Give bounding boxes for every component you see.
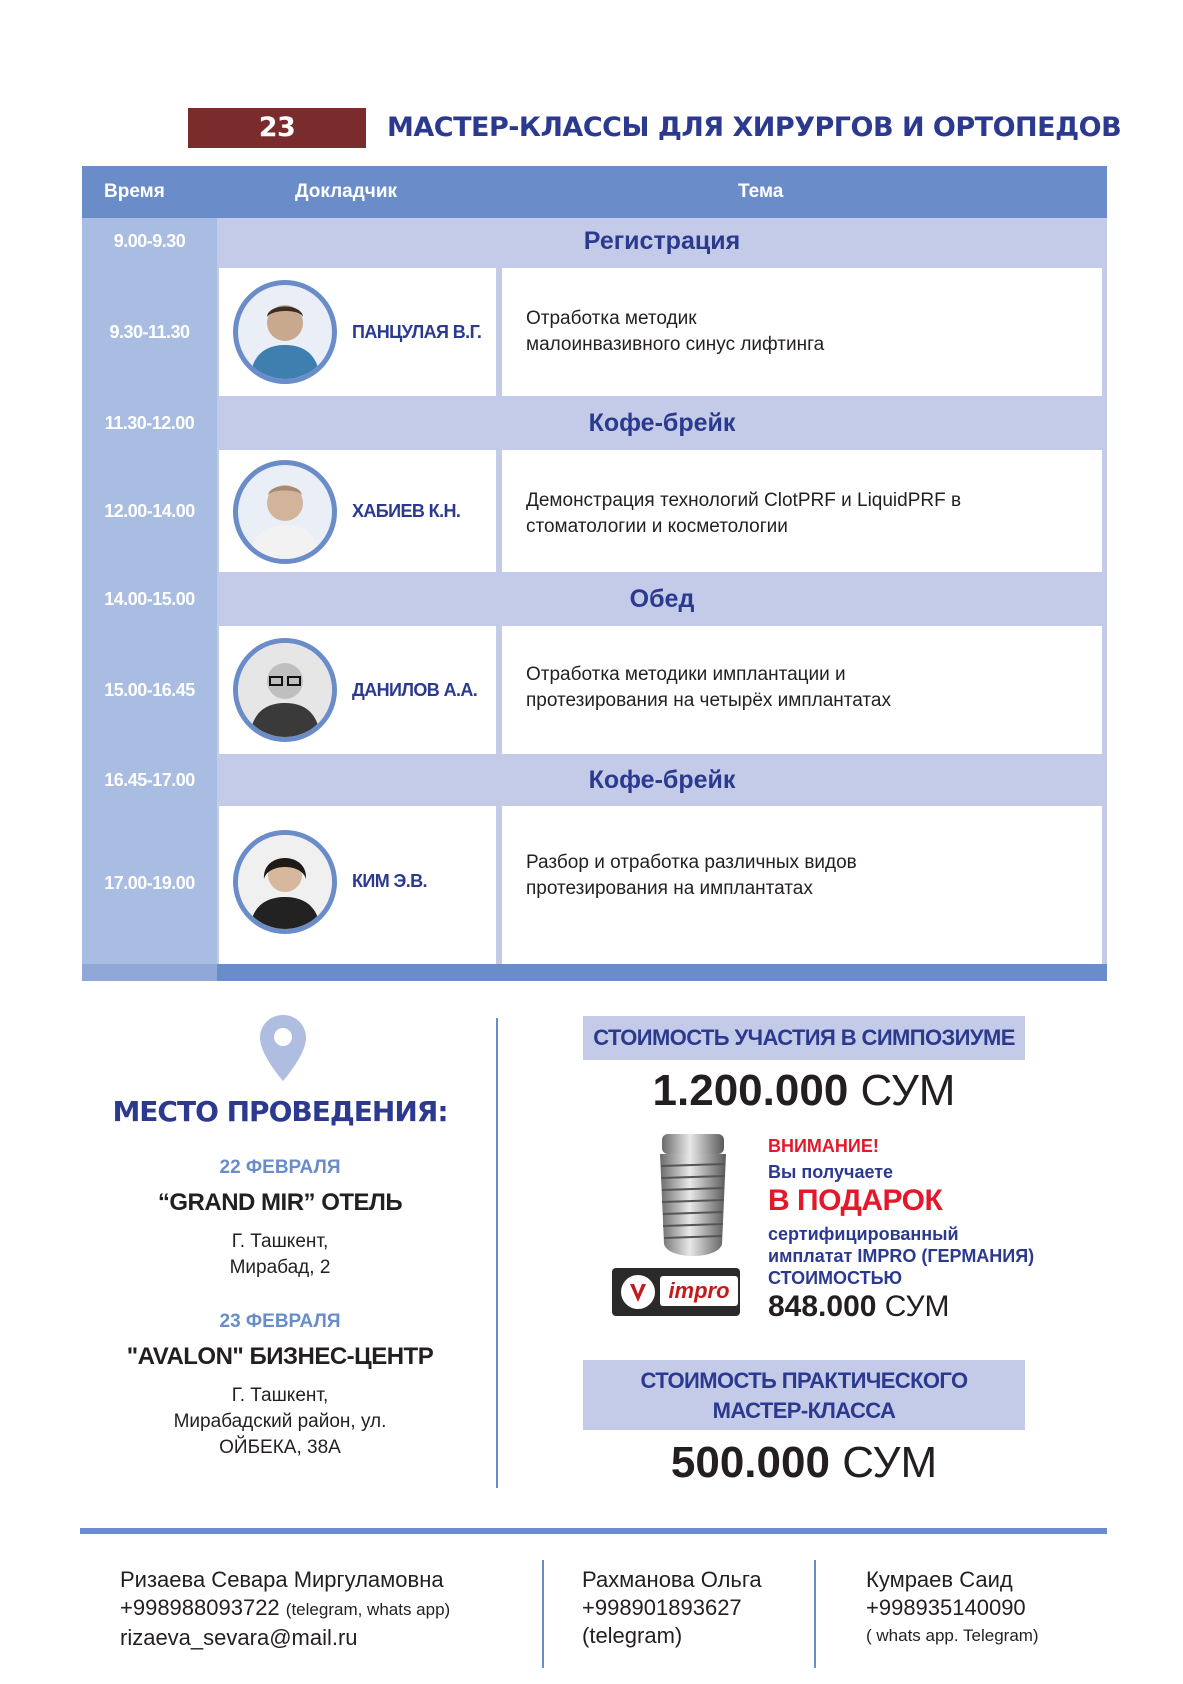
gift-text: СТОИМОСТЬЮ bbox=[768, 1268, 903, 1288]
topic-text: Демонстрация технологий ClotPRF и LiquidPRF в стоматологии и косметологии bbox=[526, 490, 962, 537]
symposium-price: 1.200.000 СУМ bbox=[652, 1066, 956, 1115]
impro-logo bbox=[612, 1268, 740, 1316]
time-label: 9.00-9.30 bbox=[113, 231, 186, 251]
speaker-photo bbox=[233, 280, 337, 384]
time-label: 16.45-17.00 bbox=[104, 770, 195, 790]
venue-date: 22 ФЕВРАЛЯ bbox=[219, 1157, 341, 1178]
footer-divider bbox=[80, 1528, 1107, 1534]
person-icon bbox=[238, 465, 332, 559]
person-icon bbox=[238, 835, 332, 929]
break-row bbox=[217, 218, 1107, 264]
masterclass-price-label: СТОИМОСТЬ ПРАКТИЧЕСКОГО МАСТЕР-КЛАССА bbox=[583, 1360, 1025, 1430]
time-label: 15.00-16.45 bbox=[104, 680, 195, 700]
speaker-name: ПАНЦУЛАЯ В.Г. bbox=[352, 322, 482, 342]
topic-cell bbox=[502, 806, 1102, 964]
impro-brand: impro bbox=[660, 1276, 738, 1306]
topic-text: Отработка методик малоинвазивного синус лифтинга bbox=[526, 308, 825, 355]
speaker-cell bbox=[219, 268, 496, 396]
table-bottom-bar-accent bbox=[82, 964, 217, 981]
time-label: 9.30-11.30 bbox=[109, 322, 190, 342]
venue-title: МЕСТО ПРОВЕДЕНИЯ: bbox=[112, 1095, 448, 1128]
break-row bbox=[217, 758, 1107, 802]
venue-address: Г. Ташкент, Мирабад, 2 bbox=[229, 1231, 331, 1278]
col-header-speaker: Докладчик bbox=[295, 181, 398, 202]
col-header-time: Время bbox=[104, 181, 165, 202]
break-label: Кофе-брейк bbox=[588, 409, 736, 437]
section-divider bbox=[496, 1018, 498, 1488]
contact-divider bbox=[814, 1560, 816, 1668]
time-label: 11.30-12.00 bbox=[104, 413, 195, 433]
contact-note: (telegram, whats app) bbox=[285, 1600, 451, 1619]
break-label: Регистрация bbox=[583, 227, 741, 255]
gift-price: 848.000 СУМ bbox=[768, 1290, 950, 1323]
contact-email[interactable]: rizaeva_sevara@mail.ru bbox=[120, 1625, 358, 1650]
page-title: МАСТЕР-КЛАССЫ ДЛЯ ХИРУРГОВ И ОРТОПЕДОВ bbox=[387, 112, 1122, 143]
masterclass-price: 500.000 СУМ bbox=[670, 1438, 938, 1487]
contact-phone[interactable]: +998988093722 (telegram, whats app) bbox=[120, 1595, 451, 1620]
impro-emblem-icon bbox=[620, 1274, 656, 1310]
speaker-photo bbox=[233, 638, 337, 742]
gift-highlight: В ПОДАРОК bbox=[768, 1184, 943, 1217]
topic-text: Разбор и отработка различных видов протезирования на имплантатах bbox=[526, 852, 857, 899]
break-row bbox=[217, 400, 1107, 446]
contact-note: (telegram) bbox=[582, 1623, 683, 1648]
venue-section bbox=[80, 1015, 480, 1495]
contact-card bbox=[866, 1566, 1039, 1650]
topic-cell bbox=[502, 268, 1102, 396]
topic-text: Отработка методики имплантации и протезирования на четырёх имплантатах bbox=[526, 664, 891, 711]
venue-name: “GRAND MIR” ОТЕЛЬ bbox=[157, 1189, 403, 1216]
gift-text: Вы получаете bbox=[768, 1162, 894, 1182]
contact-note: ( whats app. Telegram) bbox=[866, 1626, 1039, 1645]
contact-divider bbox=[542, 1560, 544, 1668]
speaker-cell bbox=[219, 626, 496, 754]
contact-name: Кумраев Саид bbox=[866, 1567, 1013, 1592]
speaker-name: КИМ Э.В. bbox=[352, 871, 427, 891]
speaker-photo bbox=[233, 830, 337, 934]
contact-phone[interactable]: +998935140090 bbox=[866, 1595, 1026, 1620]
schedule-table bbox=[82, 166, 1107, 981]
contact-phone[interactable]: +998901893627 bbox=[582, 1595, 742, 1620]
speaker-name: ХАБИЕВ К.Н. bbox=[352, 501, 461, 521]
speaker-name: ДАНИЛОВ А.А. bbox=[352, 680, 478, 700]
venue-address: Г. Ташкент, Мирабадский район, ул. ОЙБЕКА, 38А bbox=[173, 1385, 387, 1458]
break-label: Кофе-брейк bbox=[588, 766, 736, 794]
contact-card bbox=[120, 1566, 450, 1652]
table-bottom-bar bbox=[82, 964, 1107, 981]
person-icon bbox=[238, 285, 332, 379]
contact-card bbox=[582, 1566, 762, 1650]
implant-icon bbox=[648, 1134, 738, 1266]
speaker-cell bbox=[219, 806, 496, 964]
contact-name: Рахманова Ольга bbox=[582, 1567, 762, 1592]
time-label: 17.00-19.00 bbox=[104, 873, 195, 893]
speaker-photo bbox=[233, 460, 337, 564]
time-label: 14.00-15.00 bbox=[104, 589, 195, 609]
table-header bbox=[82, 166, 1107, 218]
gift-text: имплатат IMPRO (ГЕРМАНИЯ) bbox=[768, 1246, 1035, 1266]
venue-name: "AVALON" БИЗНЕС-ЦЕНТР bbox=[126, 1343, 434, 1370]
topic-cell bbox=[502, 626, 1102, 754]
col-header-topic: Тема bbox=[738, 181, 784, 202]
symposium-price-label: СТОИМОСТЬ УЧАСТИЯ В СИМПОЗИУМЕ bbox=[583, 1016, 1025, 1060]
location-pin-icon bbox=[260, 1015, 306, 1081]
gift-text: сертифицированный bbox=[768, 1224, 959, 1244]
break-label: Обед bbox=[629, 585, 695, 613]
time-label: 12.00-14.00 bbox=[104, 501, 195, 521]
break-row bbox=[217, 576, 1107, 622]
venue-date: 23 ФЕВРАЛЯ bbox=[219, 1311, 341, 1332]
topic-cell bbox=[502, 450, 1102, 572]
contact-name: Ризаева Севара Миргуламовна bbox=[120, 1567, 444, 1592]
speaker-cell bbox=[219, 450, 496, 572]
gift-attention: ВНИМАНИЕ! bbox=[768, 1136, 879, 1156]
person-icon bbox=[238, 643, 332, 737]
date-badge: 23 bbox=[188, 108, 366, 148]
